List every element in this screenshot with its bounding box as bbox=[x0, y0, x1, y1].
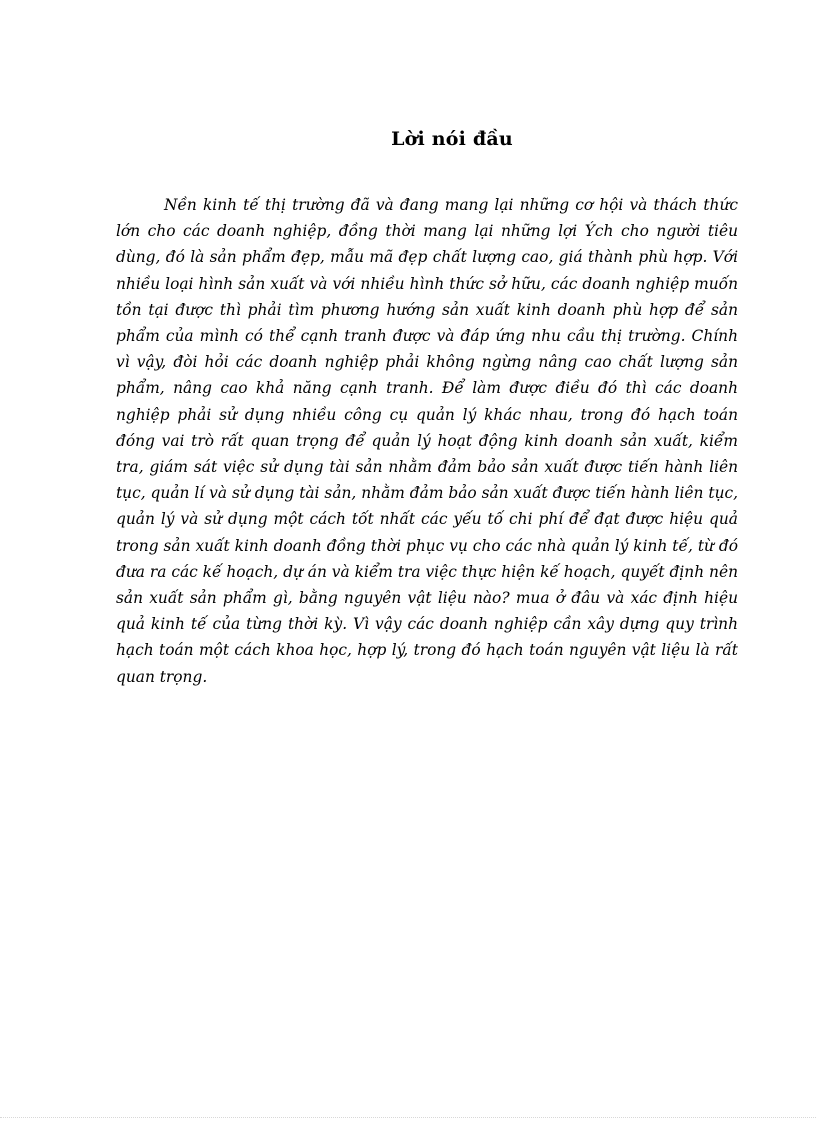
document-title: Lời nói đầu bbox=[391, 128, 513, 150]
page-bottom-divider bbox=[0, 1117, 816, 1118]
intro-paragraph: Nền kinh tế thị trường đã và đang mang lại những cơ hội và thách thức lớn cho các doanh nghiệp, đồng thời mang lại những lợi Ých cho người tiêu dùng, đó là sản phẩm đẹp, mẫu mã đẹp chất lượng cao, giá thành phù hợp. Với nhiều loại hình sản xuất và với nhiều hình thức sở hữu, các doanh nghiệp muốn tồn tại được thì phải tìm phương hướng sản xuất kinh doanh phù hợp để sản phẩm của mình có thể cạnh tranh được và đáp ứng nhu cầu thị trường. Chính vì vậy, đòi hỏi các doanh nghiệp phải không ngừng nâng cao chất lượng sản phẩm, nâng cao khả năng cạnh tranh. Để làm được điều đó thì các doanh nghiệp phải sử dụng nhiều công cụ quản lý khác nhau, trong đó hạch toán đóng vai trò rất quan trọng để quản lý hoạt động kinh doanh sản xuất, kiểm tra, giám sát việc sử dụng tài sản nhằm đảm bảo sản xuất được tiến hành liên tục, quản lí và sử dụng tài sản, nhằm đảm bảo sản xuất được tiến hành liên tục, quản lý và sử dụng một cách tốt nhất các yếu tố chi phí để đạt được hiệu quả trong sản xuất kinh doanh đồng thời phục vụ cho các nhà quản lý kinh tế, từ đó đưa ra các kế hoạch, dự án và kiểm tra việc thực hiện kế hoạch, quyết định nên sản xuất sản phẩm gì, bằng nguyên vật liệu nào? mua ở đâu và xác định hiệu quả kinh tế của từng thời kỳ. Vì vậy các doanh nghiệp cần xây dựng quy trình hạch toán một cách khoa học, hợp lý, trong đó hạch toán nguyên vật liệu là rất quan trọng. bbox=[116, 196, 738, 686]
